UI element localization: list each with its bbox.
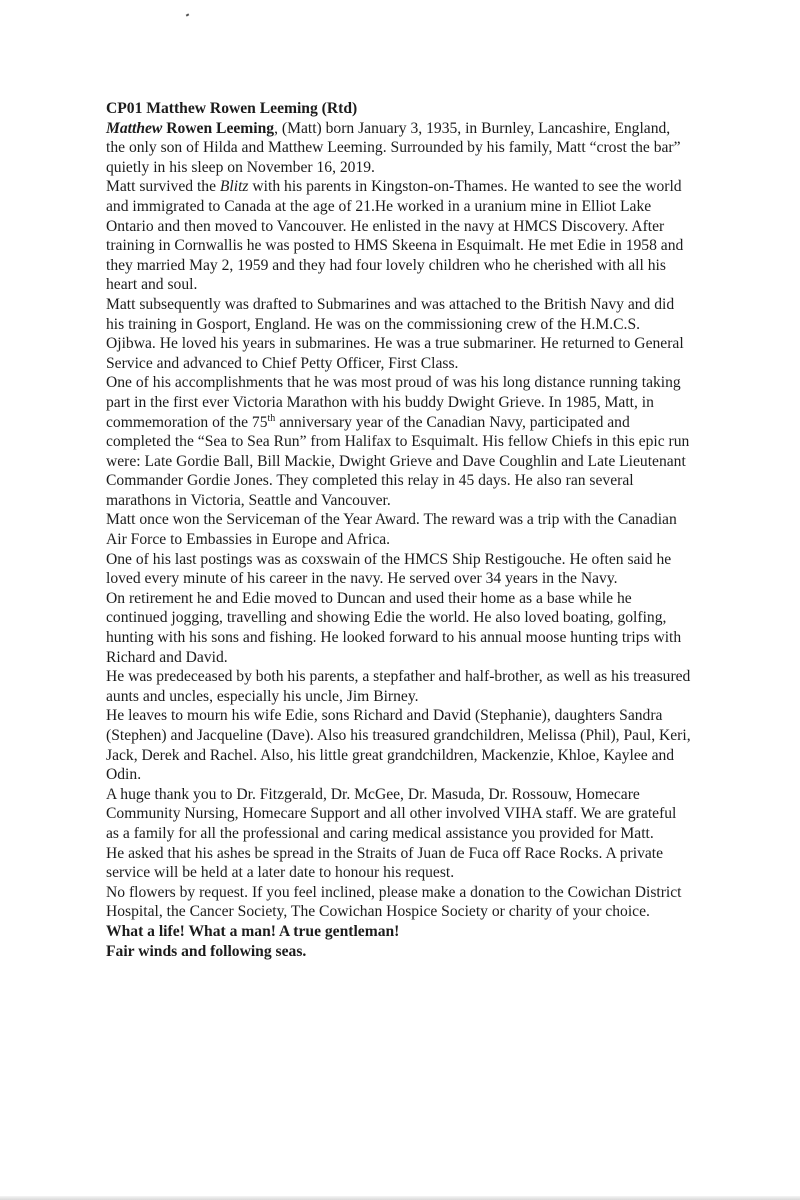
- thanks-paragraph: A huge thank you to Dr. Fitzgerald, Dr. McGee, Dr. Masuda, Dr. Rossouw, Homecare Community Nursing, Homecare Support and all other involved VIHA staff. We are grateful as a family for all the professional and caring medical assistance you provided for Matt.: [106, 785, 677, 842]
- obituary-heading: CP01 Matthew Rowen Leeming (Rtd): [106, 100, 358, 117]
- predeceased-paragraph: He was predeceased by both his parents, a stepfather and half-brother, as well as his treasured aunts and uncles, especially his uncle, Jim Birney.: [106, 668, 691, 705]
- intro-first-name: Matthew: [106, 119, 163, 137]
- postings-paragraph: One of his last postings was as coxswain of the HMCS Ship Restigouche. He often said he loved every minute of his career in the navy. He served over 34 years in the Navy.: [106, 550, 672, 588]
- closing-line-1: What a life! What a man! A true gentleman!: [106, 922, 400, 940]
- blitz-after: with his parents in Kingston-on-Thames. He wanted to see the world and immigrated to Canada at the age of 21.He worked in a uranium mine in Elliot Lake Ontario and then moved to Vancouver. He enlisted in the navy at HMCS Discovery. After training in Cornwallis he was posted to HMS Skeena in Esquimalt. He met Edie in 1958 and they married May 2, 1959 and they had four lovely children who he cherished with all his heart and soul.: [106, 178, 684, 294]
- scan-bottom-edge: [0, 1196, 800, 1200]
- obituary-document: [106, 99, 692, 961]
- blitz-italic: Blitz: [219, 178, 249, 196]
- award-paragraph: Matt once won the Serviceman of the Year Award. The reward was a trip with the Canadian Air Force to Embassies in Europe and Africa.: [106, 511, 677, 549]
- ashes-paragraph: He asked that his ashes be spread in the Straits of Juan de Fuca off Race Rocks. A private service will be held at a later date to honour his request.: [106, 844, 664, 882]
- scan-speck: [186, 13, 190, 16]
- closing-line-2: Fair winds and following seas.: [106, 942, 307, 960]
- submarines-paragraph: Matt subsequently was drafted to Submarines and was attached to the British Navy and did his training in Gosport, England. He was on the commissioning crew of the H.M.C.S. Ojibwa. He loved his years in submarines. He was a true submariner. He returned to General Service and advanced to Chief Petty Officer, First Class.: [106, 295, 684, 372]
- blitz-paragraph: [106, 177, 692, 295]
- intro-surname: Rowen Leeming: [166, 119, 275, 137]
- blitz-before: Matt survived the: [106, 178, 220, 196]
- survivors-paragraph: He leaves to mourn his wife Edie, sons Richard and David (Stephanie), daughters Sandra (Stephen) and Jacqueline (Dave). Also his treasured grandchildren, Melissa (Phil), Paul, Keri, Jack, Derek and Rachel. Also, his little great grandchildren, Mackenzie, Khloe, Kaylee and Odin.: [106, 707, 691, 784]
- flowers-paragraph: No flowers by request. If you feel inclined, please make a donation to the Cowichan District Hospital, the Cancer Society, The Cowichan Hospice Society or charity of your choice.: [106, 883, 682, 921]
- running-paragraph: [106, 373, 692, 510]
- running-before: One of his accomplishments that he was most proud of was his long distance running taking part in the first ever Victoria Marathon with his buddy Dwight Grieve. In 1985, Matt, in commemoration of the 75: [106, 374, 681, 431]
- retirement-paragraph: On retirement he and Edie moved to Duncan and used their home as a base while he continued jogging, travelling and showing Edie the world. He also loved boating, golfing, hunting with his sons and fishing. He looked forward to his annual moose hunting trips with Richard and David.: [106, 589, 682, 666]
- running-after: anniversary year of the Canadian Navy, participated and completed the “Sea to Sea Run” from Halifax to Esquimalt. His fellow Chiefs in this epic run were: Late Gordie Ball, Bill Mackie, Dwight Grieve and Dave Coughlin and Late Lieutenant Commander Gordie Jones. They completed this relay in 45 days. He also ran several marathons in Victoria, Seattle and Vancouver.: [106, 413, 690, 509]
- intro-text: , (Matt) born January 3, 1935, in Burnley, Lancashire, England, the only son of Hilda and Matthew Leeming. Surrounded by his family, Matt “crost the bar” quietly in his sleep on November 16, 2019.: [106, 119, 681, 176]
- intro-paragraph: [106, 119, 692, 178]
- running-superscript: th: [267, 412, 276, 424]
